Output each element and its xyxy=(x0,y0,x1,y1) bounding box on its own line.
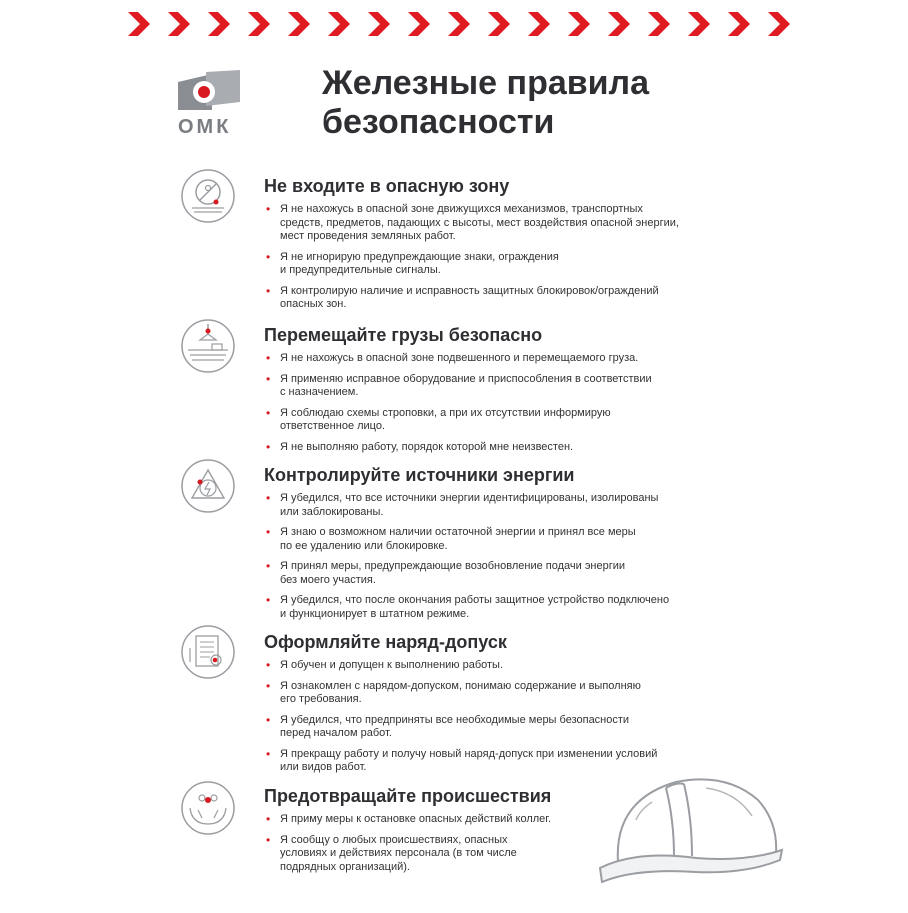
rule-item: • Я применяю исправное оборудование и приспособления в соответствии с назначением. xyxy=(264,373,734,400)
rule-item: • Я убедился, что после окончания работы защитное устройство подключено и функционирует в штатном режиме. xyxy=(264,594,734,621)
rules-list xyxy=(264,659,734,775)
section-energy xyxy=(264,464,734,628)
section-heading: Не входите в опасную зону xyxy=(264,176,510,196)
section-permit xyxy=(264,631,734,782)
rule-item: • Я знаю о возможном наличии остаточной энергии и принял все меры по ее удалению или блокировке. xyxy=(264,526,734,553)
danger-zone-icon xyxy=(180,168,236,224)
rule-item: • Я ознакомлен с нарядом-допуском, понимаю содержание и выполняю его требования. xyxy=(264,680,734,707)
rule-item: • Я соблюдаю схемы строповки, а при их отсутствии информирую ответственное лицо. xyxy=(264,407,734,434)
logo-text: ОМК xyxy=(178,116,232,138)
section-heading: Контролируйте источники энергии xyxy=(264,465,575,485)
work-permit-icon xyxy=(180,624,236,680)
page-title: Железные правила безопасности xyxy=(322,64,650,141)
rule-item: • Я не выполняю работу, порядок которой мне неизвестен. xyxy=(264,441,734,455)
energy-source-icon xyxy=(180,458,236,514)
hard-hat-icon xyxy=(596,770,786,888)
rule-item: • Я убедился, что все источники энергии идентифицированы, изолированы или заблокированы. xyxy=(264,492,734,519)
section-danger-zone xyxy=(264,175,734,319)
rules-list xyxy=(264,813,564,874)
section-cargo xyxy=(264,324,734,461)
rule-item: • Я сообщу о любых происшествиях, опасных условиях и действиях персонала (в том числе подрядных организаций). xyxy=(264,834,564,875)
section-heading: Перемещайте грузы безопасно xyxy=(264,325,543,345)
rules-list xyxy=(264,492,734,621)
rule-item: • Я не нахожусь в опасной зоне движущихся механизмов, транспортных средств, предметов, падающих с высоты, мест воздействия опасной энергии, мест проведения земляных работ. xyxy=(264,203,734,244)
rules-list xyxy=(264,352,734,454)
crane-load-icon xyxy=(180,318,236,374)
hands-people-icon xyxy=(180,780,236,836)
rule-item: • Я контролирую наличие и исправность защитных блокировок/ограждений опасных зон. xyxy=(264,285,734,312)
rule-item: • Я прекращу работу и получу новый наряд-допуск при изменении условий или видов работ. xyxy=(264,748,734,775)
section-heading: Предотвращайте происшествия xyxy=(264,786,552,806)
rule-item: • Я не игнорирую предупреждающие знаки, ограждения и предупредительные сигналы. xyxy=(264,251,734,278)
rule-item: • Я убедился, что предприняты все необходимые меры безопасности перед началом работ. xyxy=(264,714,734,741)
chevron-strip xyxy=(128,12,792,36)
rule-item: • Я не нахожусь в опасной зоне подвешенного и перемещаемого груза. xyxy=(264,352,734,366)
section-heading: Оформляйте наряд-допуск xyxy=(264,632,507,652)
rule-item: • Я принял меры, предупреждающие возобновление подачи энергии без моего участия. xyxy=(264,560,734,587)
rule-item: • Я приму меры к остановке опасных действий коллег. xyxy=(264,813,564,827)
rules-list xyxy=(264,203,734,312)
rule-item: • Я обучен и допущен к выполнению работы. xyxy=(264,659,734,673)
